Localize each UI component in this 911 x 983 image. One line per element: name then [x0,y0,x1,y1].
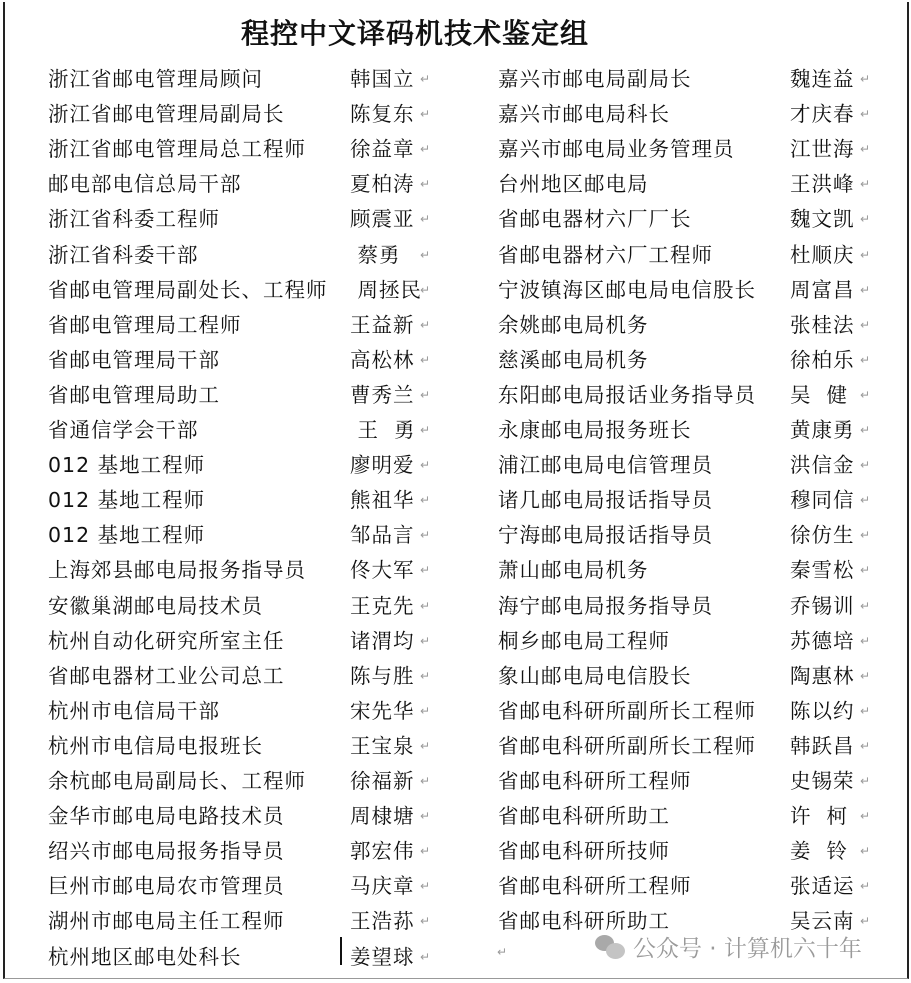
member-name: 郭宏伟 [350,839,415,864]
member-role: 象山邮电局电信股长 [498,663,692,688]
member-name: 姜望球 [350,944,415,969]
member-name: 周拯民 [350,277,423,302]
member-role: 浙江省科委干部 [48,242,199,267]
paragraph-mark: ↵ [420,844,432,859]
paragraph-mark: ↵ [860,493,872,508]
paragraph-mark: ↵ [860,423,872,437]
paragraph-mark: ↵ [860,352,872,367]
member-name: 陈复东 [350,102,415,127]
paragraph-mark: ↵ [860,563,872,578]
paragraph-mark: ↵ [420,72,432,86]
member-role: 海宁邮电局报务指导员 [498,593,713,618]
paragraph-mark: ↵ [420,493,432,508]
member-role: 省邮电科研所工程师 [498,769,692,793]
member-name: 诸渭均 [350,628,415,653]
member-name: 苏德培 [790,628,855,653]
member-role: 012 基地工程师 [48,523,206,548]
text-cursor [340,937,342,965]
paragraph-mark: ↵ [860,703,872,718]
member-name: 王洪峰 [790,172,855,197]
member-role: 省通信学会干部 [48,418,199,442]
member-role: 浙江省科委工程师 [48,207,220,232]
member-role: 余姚邮电局机务 [498,312,649,337]
member-role: 省邮电管理局工程师 [48,312,242,337]
member-role: 浙江省邮电管理局副局长 [48,102,285,127]
member-name: 徐柏乐 [790,347,855,372]
member-name: 张桂法 [790,312,855,337]
paragraph-mark: ↵ [420,563,432,578]
member-role: 省邮电器材六厂厂长 [498,207,692,232]
member-role: 浦江邮电局电信管理员 [498,453,713,478]
member-name: 曹秀兰 [350,382,415,407]
member-name: 吴 健 [790,382,849,407]
paragraph-mark: ↵ [860,177,872,192]
member-role: 巨州市邮电局农市管理员 [48,874,285,899]
paragraph-mark: ↵ [420,387,432,402]
member-role: 嘉兴市邮电局业务管理员 [498,137,735,162]
member-name: 秦雪松 [790,558,855,583]
member-name: 马庆章 [350,874,415,899]
member-role: 嘉兴市邮电局科长 [498,102,670,127]
member-role: 诸几邮电局报话指导员 [498,488,713,513]
member-name: 许 柯 [790,804,849,829]
member-name: 顾震亚 [350,207,415,232]
member-role: 杭州自动化研究所室主任 [48,628,285,653]
member-name: 廖明爱 [350,453,415,478]
paragraph-mark: ↵ [420,738,432,753]
member-name: 陶惠林 [790,663,855,688]
paragraph-mark: ↵ [420,703,432,718]
member-role: 杭州地区邮电处科长 [48,944,242,969]
paragraph-mark: ↵ [860,598,872,613]
paragraph-mark: ↵ [860,107,872,122]
member-role: 上海郊县邮电局报务指导员 [48,558,306,583]
member-name: 吴云南 [790,909,855,934]
member-name: 周棣塘 [350,804,415,829]
member-role: 萧山邮电局机务 [498,558,649,583]
paragraph-mark: ↵ [860,317,872,332]
member-role: 嘉兴市邮电局副局长 [498,67,692,91]
member-role: 省邮电科研所工程师 [498,874,692,899]
member-name: 洪信金 [790,453,855,478]
paragraph-mark: ↵ [860,914,872,929]
member-name: 王 勇 [350,418,416,442]
member-name: 熊祖华 [350,488,415,513]
member-name: 徐福新 [350,769,415,793]
paragraph-mark: ↵ [420,949,432,964]
member-role: 省邮电器材工业公司总工 [48,663,285,688]
member-name: 蔡勇 [350,242,401,267]
member-role: 金华市邮电局电路技术员 [48,804,285,829]
paragraph-mark: ↵ [860,633,872,648]
paragraph-mark: ↵ [860,668,872,683]
member-role: 省邮电管理局干部 [48,347,220,372]
member-name: 王宝泉 [350,733,415,758]
member-name: 杜顺庆 [790,242,855,267]
member-name: 佟大军 [350,558,415,583]
member-name: 乔锡训 [790,593,855,618]
paragraph-mark: ↵ [860,809,872,824]
paragraph-mark: ↵ [420,142,432,157]
member-role: 浙江省邮电管理局总工程师 [48,137,306,162]
member-role: 省邮电科研所技师 [498,839,670,864]
paragraph-mark: ↵ [420,668,432,683]
paragraph-mark: ↵ [420,282,432,297]
paragraph-mark: ↵ [420,107,432,122]
member-role: 浙江省邮电管理局顾问 [48,67,263,91]
member-role: 安徽巢湖邮电局技术员 [48,593,263,618]
member-role: 省邮电科研所助工 [498,804,670,829]
member-name: 陈以约 [790,698,855,723]
paragraph-mark: ↵ [420,352,432,367]
member-name: 魏连益 [790,67,855,91]
member-role: 湖州市邮电局主任工程师 [48,909,285,934]
member-role: 台州地区邮电局 [498,172,649,197]
member-name: 徐仿生 [790,523,855,548]
member-role: 邮电部电信总局干部 [48,172,242,197]
member-name: 周富昌 [790,277,855,302]
paragraph-mark: ↵ [420,598,432,613]
member-name: 韩国立 [350,67,415,91]
watermark [595,930,862,963]
member-role: 省邮电管理局副处长、工程师 [48,277,328,302]
paragraph-mark: ↵ [420,317,432,332]
paragraph-mark: ↵ [420,458,432,473]
member-name: 宋先华 [350,698,415,723]
member-name: 王浩荪 [350,909,415,934]
member-role: 余杭邮电局副局长、工程师 [48,769,306,793]
paragraph-mark: ↵ [860,458,872,473]
member-role: 杭州市电信局电报班长 [48,733,263,758]
paragraph-mark: ↵ [420,914,432,929]
paragraph-mark: ↵ [420,633,432,648]
page-title: 程控中文译码机技术鉴定组 [240,17,589,50]
paragraph-mark: ↵ [860,738,872,753]
member-name: 史锡荣 [790,769,855,793]
member-role: 桐乡邮电局工程师 [498,628,670,653]
member-name: 江世海 [790,137,855,162]
paragraph-mark: ↵ [860,282,872,297]
member-name: 姜 铃 [790,839,849,864]
member-name: 陈与胜 [350,663,415,688]
member-name: 徐益章 [350,137,415,162]
member-role: 省邮电科研所助工 [498,909,670,934]
paragraph-mark: ↵ [420,879,432,894]
paragraph-mark: ↵ [420,177,432,192]
member-name: 魏文凯 [790,207,855,232]
member-name: 王益新 [350,312,415,337]
paragraph-mark: ↵ [860,528,872,543]
member-name: 韩跃昌 [790,733,855,758]
member-name: 张适运 [790,874,855,899]
paragraph-mark: ↵ [860,72,872,86]
member-name: 邹品言 [350,523,415,548]
paragraph-mark: ↵ [860,879,872,894]
member-name: 王克先 [350,593,415,618]
paragraph-mark: ↵ [420,528,432,543]
member-role: 省邮电科研所副所长工程师 [498,733,756,758]
paragraph-mark: ↵ [420,212,432,227]
member-name: 穆同信 [790,488,855,513]
member-role: 省邮电管理局助工 [48,382,220,407]
paragraph-mark: ↵ [860,247,872,262]
watermark-text: 公众号 · 计算机六十年 [633,936,862,962]
paragraph-mark: ↵ [860,387,872,402]
paragraph-mark: ↵ [420,774,432,788]
paragraph-mark: ↵ [420,809,432,824]
paragraph-mark: ↵ [420,247,432,262]
member-role: 012 基地工程师 [48,488,206,513]
member-role: 宁海邮电局报话指导员 [498,523,713,548]
member-role: 省邮电器材六厂工程师 [498,242,713,267]
member-role: 慈溪邮电局机务 [498,347,649,372]
paragraph-mark: ↵ [420,423,432,437]
paragraph-mark: ↵ [497,945,508,959]
member-role: 省邮电科研所副所长工程师 [498,698,756,723]
paragraph-mark: ↵ [860,774,872,788]
member-name: 夏柏涛 [350,172,415,197]
member-role: 永康邮电局报务班长 [498,418,692,442]
wechat-icon [595,935,625,959]
member-role: 绍兴市邮电局报务指导员 [48,839,285,864]
paragraph-mark: ↵ [860,844,872,859]
member-role: 012 基地工程师 [48,453,206,478]
member-name: 高松林 [350,347,415,372]
member-role: 宁波镇海区邮电局电信股长 [498,277,756,302]
paragraph-mark: ↵ [860,142,872,157]
paragraph-mark: ↵ [860,212,872,227]
member-name: 黄康勇 [790,418,855,442]
member-role: 东阳邮电局报话业务指导员 [498,382,756,407]
member-name: 才庆春 [790,102,855,127]
member-role: 杭州市电信局干部 [48,698,220,723]
